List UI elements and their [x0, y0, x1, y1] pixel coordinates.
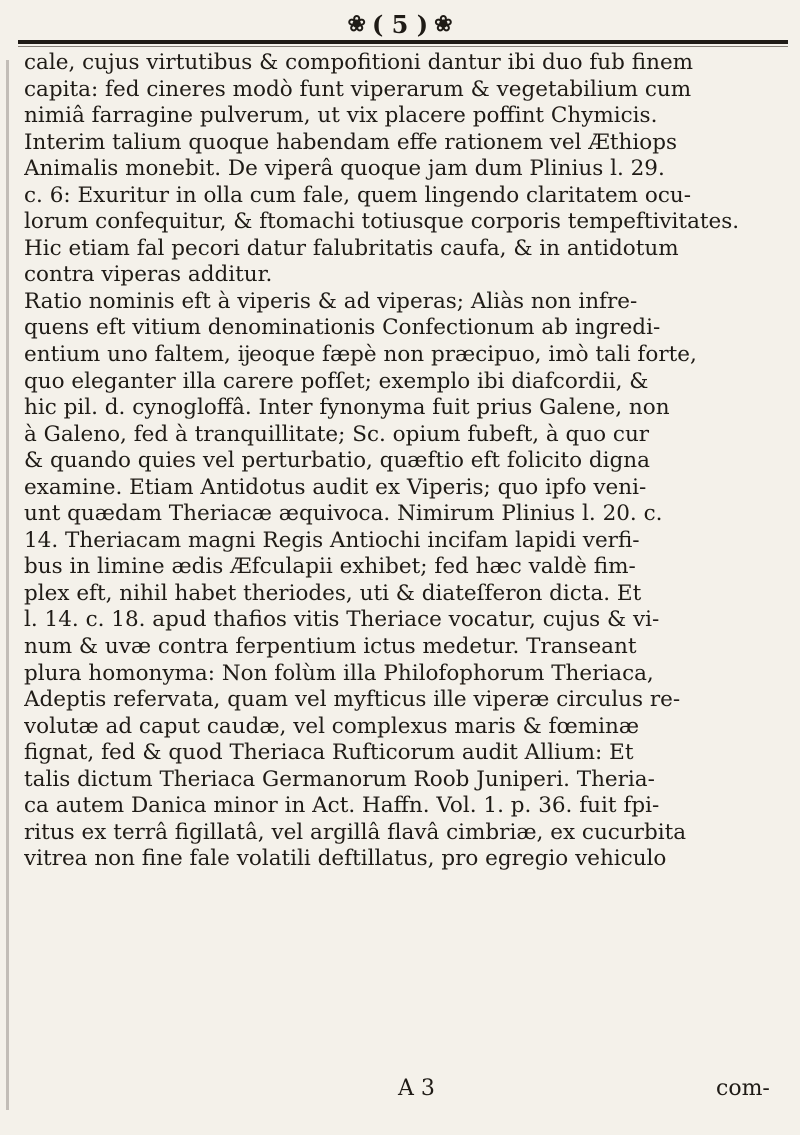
text-line: vitrea non fine fale volatili deftillatus, pro egregio vehiculo: [24, 846, 667, 872]
page-edge-shadow: [6, 60, 9, 1110]
text-line: capita: fed cineres modò funt viperarum & vegetabilium cum: [24, 76, 692, 102]
text-line: num & uvæ contra ferpentium ictus medetur. Transeant: [24, 634, 637, 660]
signature-mark: A 3: [398, 1076, 435, 1101]
text-line: plura homonyma: Non folùm illa Philofophorum Theriaca,: [24, 660, 654, 686]
text-line: 14. Theriacam magni Regis Antiochi incifam lapidi verfi-: [24, 527, 640, 553]
text-line: entium uno faltem, ĳeoque fæpè non præcipuo, imò tali forte,: [24, 342, 697, 368]
text-line: hic pil. d. cynogloffâ. Inter fynonyma fuit prius Galene, non: [24, 395, 670, 421]
text-line: quens eft vitium denominationis Confectionum ab ingredi-: [24, 315, 661, 341]
page-footer: [0, 1076, 800, 1106]
text-line: Adeptis refervata, quam vel myfticus ille viperæ circulus re-: [24, 687, 681, 713]
text-line: volutæ ad caput caudæ, vel complexus maris & fœminæ: [24, 713, 640, 739]
text-line: quo eleganter illa carere pofſet; exemplo ibi diafcordii, &: [24, 368, 649, 394]
text-line: examine. Etiam Antidotus audit ex Viperis; quo ipfo veni-: [24, 474, 647, 500]
text-line: lorum confequitur, & ftomachi totiusque corporis tempeftivitates.: [24, 209, 740, 235]
text-line: talis dictum Theriaca Germanorum Roob Juniperi. Theria-: [24, 766, 655, 792]
text-line: à Galeno, fed à tranquillitate; Sc. opium fubeft, à quo cur: [24, 421, 650, 447]
text-line: plex eft, nihil habet theriodes, uti & diateſferon dicta. Et: [24, 580, 642, 606]
ornament-left-icon: ❀: [347, 11, 366, 37]
text-line: ca autem Danica minor in Act. Haffn. Vol. 1. p. 36. fuit fpi-: [24, 793, 660, 819]
page-header: [0, 4, 800, 44]
text-line: l. 14. c. 18. apud thafios vitis Theriace vocatur, cujus & vi-: [24, 607, 660, 633]
body-text: [24, 50, 792, 873]
text-line: ritus ex terrâ figillatâ, vel argillâ flavâ cimbriæ, ex cucurbita: [24, 819, 687, 845]
text-line: Ratio nominis eft à viperis & ad viperas; Aliàs non infre-: [24, 288, 638, 314]
text-line: Hic etiam fal pecori datur falubritatis caufa, & in antidotum: [24, 235, 679, 261]
text-line: & quando quies vel perturbatio, quæftio eft folicito digna: [24, 448, 650, 474]
text-line: nimiâ farragine pulverum, ut vix placere poffint Chymicis.: [24, 103, 658, 129]
catchword: com-: [716, 1076, 770, 1101]
header-rule-thin: [18, 46, 788, 47]
header-rule: [18, 40, 788, 44]
text-line: fignat, fed & quod Theriaca Rufticorum audit Allium: Et: [24, 740, 634, 766]
text-line: c. 6: Exuritur in olla cum fale, quem lingendo claritatem ocu-: [24, 182, 692, 208]
page-number: ( 5 ): [371, 9, 429, 39]
text-line: Interim talium quoque habendam effe rationem vel Æthiops: [24, 129, 677, 155]
text-line: Animalis monebit. De viperâ quoque jam dum Plinius l. 29.: [24, 156, 665, 182]
text-line: bus in limine ædis Æfculapii exhibet; fed hæc valdè fim-: [24, 554, 636, 580]
ornament-right-icon: ❀: [434, 11, 453, 37]
text-line: cale, cujus virtutibus & compofitioni dantur ibi duo fub finem: [24, 50, 694, 75]
text-line: unt quædam Theriacæ æquivoca. Nimirum Plinius l. 20. c.: [24, 501, 663, 527]
text-line: contra viperas additur.: [24, 262, 273, 288]
